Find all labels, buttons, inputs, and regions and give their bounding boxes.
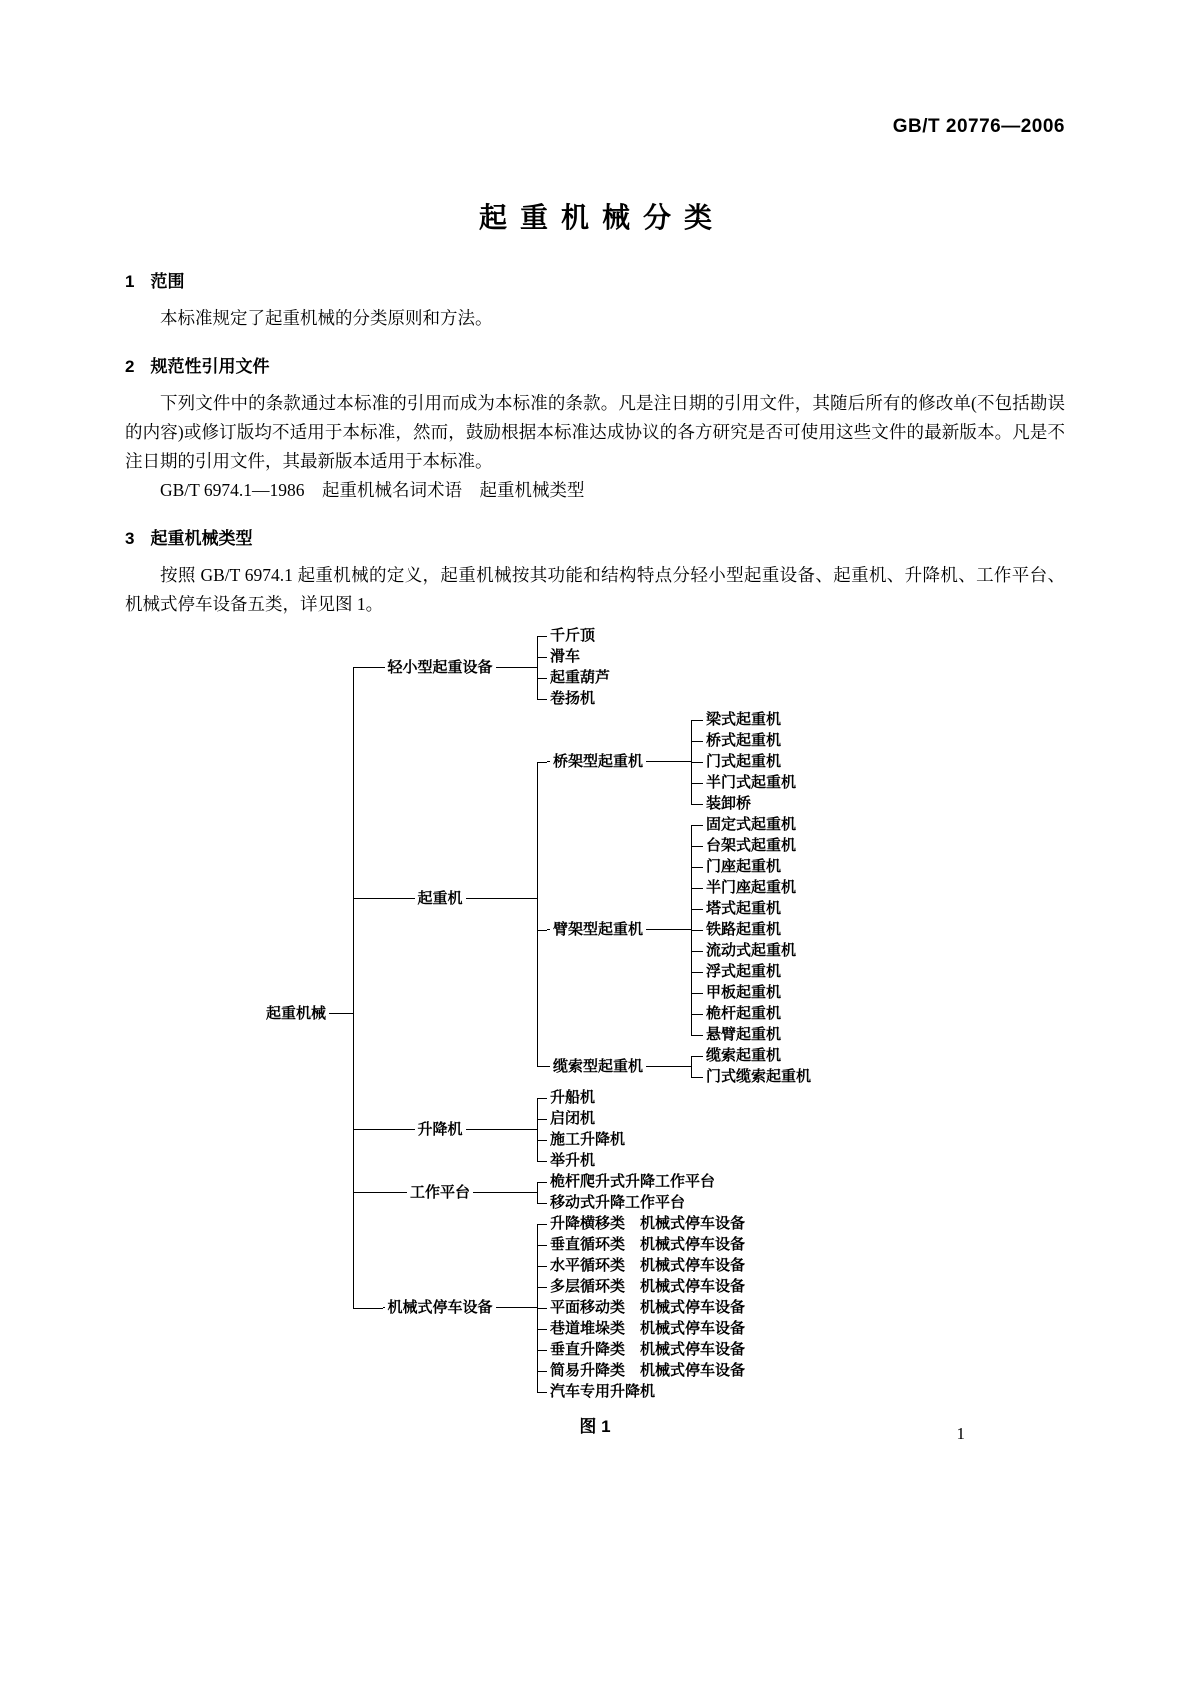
tree-node-label: 甲板起重机 <box>703 982 784 1003</box>
tree-node <box>703 1024 784 1045</box>
tree-child-wrapper <box>537 646 613 667</box>
tree-node-label: 臂架型起重机 <box>547 919 649 940</box>
tree-node <box>703 730 784 751</box>
tree-node <box>547 814 799 1045</box>
tree-children-group <box>537 625 613 709</box>
tree-node-label: 起重机械 <box>263 1003 329 1024</box>
tree-node-label: 缆索起重机 <box>703 1045 784 1066</box>
tree-child-wrapper <box>537 1108 628 1129</box>
tree-node <box>703 1045 784 1066</box>
tree-node <box>703 1066 814 1087</box>
tree-node-label: 多层循环类 机械式停车设备 <box>547 1276 748 1297</box>
tree-node-label: 门式起重机 <box>703 751 784 772</box>
tree-node <box>383 1213 748 1402</box>
tree-node <box>383 625 613 709</box>
tree-child-wrapper <box>537 1381 748 1402</box>
section-1-number: 1 <box>125 272 135 291</box>
tree-children-group <box>537 1171 718 1213</box>
tree-node <box>547 1150 598 1171</box>
section-3-body: 按照 GB/T 6974.1 起重机械的定义，起重机械按其功能和结构特点分轻小型起重设备、起重机、升降机、工作平台、机械式停车设备五类，详见图 1。 <box>125 565 1065 614</box>
tree-child-wrapper <box>691 1045 814 1066</box>
tree-branch-line <box>497 1192 537 1193</box>
tree-node <box>547 1213 748 1234</box>
tree-child-wrapper <box>537 709 814 814</box>
tree-node <box>547 1108 598 1129</box>
tree-node <box>703 877 799 898</box>
page-number: 1 <box>956 1424 965 1443</box>
tree-child-wrapper <box>353 1213 814 1402</box>
tree-node <box>547 1087 598 1108</box>
tree-node-label: 卷扬机 <box>547 688 598 709</box>
tree-node <box>547 1129 628 1150</box>
standard-code: GB/T 20776—2006 <box>892 116 1065 137</box>
tree-node-label: 巷道堆垛类 机械式停车设备 <box>547 1318 748 1339</box>
tree-child-wrapper <box>537 1255 748 1276</box>
tree-node-label: 装卸桥 <box>703 793 754 814</box>
section-3-number: 3 <box>125 529 135 548</box>
tree-branch-line <box>329 1013 353 1014</box>
tree-node-label: 简易升降类 机械式停车设备 <box>547 1360 748 1381</box>
tree-node <box>383 1087 628 1171</box>
tree-child-wrapper <box>691 961 799 982</box>
tree-child-wrapper <box>537 1234 748 1255</box>
tree-child-wrapper <box>691 730 799 751</box>
tree-node <box>703 940 799 961</box>
tree-node-label: 机械式停车设备 <box>383 1297 497 1318</box>
section-2-body: 下列文件中的条款通过本标准的引用而成为本标准的条款。凡是注日期的引用文件，其随后所有的修改单(不包括勘误的内容)或修订版均不适用于本标准，然而，鼓励根据本标准达成协议的各方研究是否可使用这些文件的最新版本。凡是不注日期的引用文件，其最新版本适用于本标准。 <box>125 393 1065 471</box>
section-2-heading <box>125 355 1065 379</box>
tree-child-wrapper <box>537 814 814 1045</box>
tree-node-label: 水平循环类 机械式停车设备 <box>547 1255 748 1276</box>
tree-child-wrapper <box>691 751 799 772</box>
tree-node-label: 起重葫芦 <box>547 667 613 688</box>
tree-node-label: 流动式起重机 <box>703 940 799 961</box>
tree-children-group <box>691 814 799 1045</box>
tree-node-label: 悬臂起重机 <box>703 1024 784 1045</box>
figure-tree <box>263 625 1065 1402</box>
tree-node-label: 垂直升降类 机械式停车设备 <box>547 1339 748 1360</box>
tree-child-wrapper <box>537 1213 748 1234</box>
tree-branch-line <box>497 1307 537 1308</box>
tree-child-wrapper <box>691 1003 799 1024</box>
tree-node-label: 轻小型起重设备 <box>383 657 497 678</box>
section-1-title: 范围 <box>150 272 185 291</box>
tree-child-wrapper <box>691 1066 814 1087</box>
tree-node-label: 垂直循环类 机械式停车设备 <box>547 1234 748 1255</box>
tree-node <box>547 1276 748 1297</box>
tree-branch-line <box>649 761 691 762</box>
tree-branch-line <box>649 1066 691 1067</box>
tree-child-wrapper <box>537 667 613 688</box>
tree-node-label: 半门座起重机 <box>703 877 799 898</box>
tree-node-label: 门座起重机 <box>703 856 784 877</box>
tree-node <box>547 1234 748 1255</box>
tree-node-label: 桅杆爬升式升降工作平台 <box>547 1171 718 1192</box>
tree-node-label: 梁式起重机 <box>703 709 784 730</box>
tree-node <box>703 919 784 940</box>
tree-node-label: 汽车专用升降机 <box>547 1381 658 1402</box>
tree-node-label: 固定式起重机 <box>703 814 799 835</box>
tree-children-group <box>691 709 799 814</box>
tree-node <box>547 646 583 667</box>
tree-node-label: 移动式升降工作平台 <box>547 1192 688 1213</box>
tree-node-label: 铁路起重机 <box>703 919 784 940</box>
tree-child-wrapper <box>691 898 799 919</box>
tree-node-label: 启闭机 <box>547 1108 598 1129</box>
tree-node-label: 半门式起重机 <box>703 772 799 793</box>
tree-node-label: 升降横移类 机械式停车设备 <box>547 1213 748 1234</box>
tree-node <box>547 1339 748 1360</box>
tree-child-wrapper <box>537 1087 628 1108</box>
tree-child-wrapper <box>691 856 799 877</box>
tree-node-label: 升船机 <box>547 1087 598 1108</box>
tree-node <box>703 772 799 793</box>
tree-node <box>703 793 754 814</box>
tree-node-label: 桥式起重机 <box>703 730 784 751</box>
tree-children-group <box>537 1087 628 1171</box>
tree-node-label: 塔式起重机 <box>703 898 784 919</box>
tree-node <box>547 688 598 709</box>
tree-node-label: 桥架型起重机 <box>547 751 649 772</box>
tree-child-wrapper <box>537 1318 748 1339</box>
tree-node <box>703 982 784 1003</box>
tree-node <box>703 856 784 877</box>
tree-child-wrapper <box>537 1192 718 1213</box>
tree-child-wrapper <box>353 709 814 1087</box>
section-3-title: 起重机械类型 <box>150 529 253 548</box>
tree-node <box>263 625 1065 1402</box>
tree-branch-line <box>497 898 537 899</box>
section-1-body: 本标准规定了起重机械的分类原则和方法。 <box>160 308 493 328</box>
tree-node <box>547 1318 748 1339</box>
tree-node-label: 缆索型起重机 <box>547 1056 649 1077</box>
tree-child-wrapper <box>537 1276 748 1297</box>
tree-branch-line <box>649 929 691 930</box>
section-2-title: 规范性引用文件 <box>150 357 270 376</box>
tree-child-wrapper <box>537 1171 718 1192</box>
tree-node <box>547 1255 748 1276</box>
tree-child-wrapper <box>691 1024 799 1045</box>
tree-child-wrapper <box>537 1297 748 1318</box>
tree-node-label: 升降机 <box>383 1119 497 1140</box>
tree-node-label: 台架式起重机 <box>703 835 799 856</box>
tree-node <box>703 814 799 835</box>
section-2-number: 2 <box>125 357 135 376</box>
document-content <box>125 270 1065 1437</box>
tree-children-group <box>691 1045 814 1087</box>
tree-node <box>547 1045 814 1087</box>
tree-node <box>703 961 784 982</box>
referenced-standard: GB/T 6974.1—1986 起重机械名词术语 起重机械类型 <box>160 480 585 500</box>
tree-node-label: 施工升降机 <box>547 1129 628 1150</box>
tree-child-wrapper <box>691 919 799 940</box>
tree-node-label: 工作平台 <box>383 1182 497 1203</box>
tree-branch-line <box>497 1129 537 1130</box>
tree-node <box>547 1381 658 1402</box>
tree-child-wrapper <box>691 982 799 1003</box>
tree-children-group <box>537 709 814 1087</box>
section-3-heading <box>125 527 1065 551</box>
tree-node-label: 桅杆起重机 <box>703 1003 784 1024</box>
tree-node <box>703 751 784 772</box>
document-title: 起重机械分类 <box>478 202 725 233</box>
section-crane-types <box>125 527 1065 619</box>
tree-child-wrapper <box>691 793 799 814</box>
tree-children-group <box>537 1213 748 1402</box>
tree-child-wrapper <box>537 1129 628 1150</box>
tree-node <box>383 1171 718 1213</box>
tree-node-label: 滑车 <box>547 646 583 667</box>
section-scope <box>125 270 1065 333</box>
tree-node <box>383 709 814 1087</box>
tree-node <box>547 667 613 688</box>
tree-node <box>703 835 799 856</box>
figure-caption: 图 1 <box>579 1417 611 1436</box>
tree-node <box>547 1360 748 1381</box>
tree-child-wrapper <box>537 1339 748 1360</box>
tree-node-label: 千斤顶 <box>547 625 598 646</box>
tree-node-label: 门式缆索起重机 <box>703 1066 814 1087</box>
tree-node-label: 举升机 <box>547 1150 598 1171</box>
tree-node <box>547 625 598 646</box>
tree-node-label: 起重机 <box>383 888 497 909</box>
tree-child-wrapper <box>353 625 814 709</box>
tree-child-wrapper <box>537 688 613 709</box>
tree-node <box>703 1003 784 1024</box>
tree-child-wrapper <box>353 1171 814 1213</box>
tree-child-wrapper <box>691 877 799 898</box>
tree-children-group <box>353 625 814 1402</box>
tree-node <box>547 709 799 814</box>
tree-child-wrapper <box>537 625 613 646</box>
tree-child-wrapper <box>537 1360 748 1381</box>
tree-child-wrapper <box>691 940 799 961</box>
tree-child-wrapper <box>537 1150 628 1171</box>
tree-node <box>547 1192 688 1213</box>
tree-node <box>547 1297 748 1318</box>
tree-child-wrapper <box>353 1087 814 1171</box>
tree-branch-line <box>497 667 537 668</box>
tree-child-wrapper <box>691 772 799 793</box>
tree-child-wrapper <box>691 709 799 730</box>
tree-node <box>703 898 784 919</box>
tree-node <box>547 1171 718 1192</box>
tree-node <box>703 709 784 730</box>
figure-1 <box>125 625 1065 1437</box>
section-normative-references <box>125 355 1065 505</box>
tree-child-wrapper <box>537 1045 814 1087</box>
section-1-heading <box>125 270 1065 294</box>
tree-node-label: 平面移动类 机械式停车设备 <box>547 1297 748 1318</box>
tree-node-label: 浮式起重机 <box>703 961 784 982</box>
tree-child-wrapper <box>691 835 799 856</box>
tree-child-wrapper <box>691 814 799 835</box>
